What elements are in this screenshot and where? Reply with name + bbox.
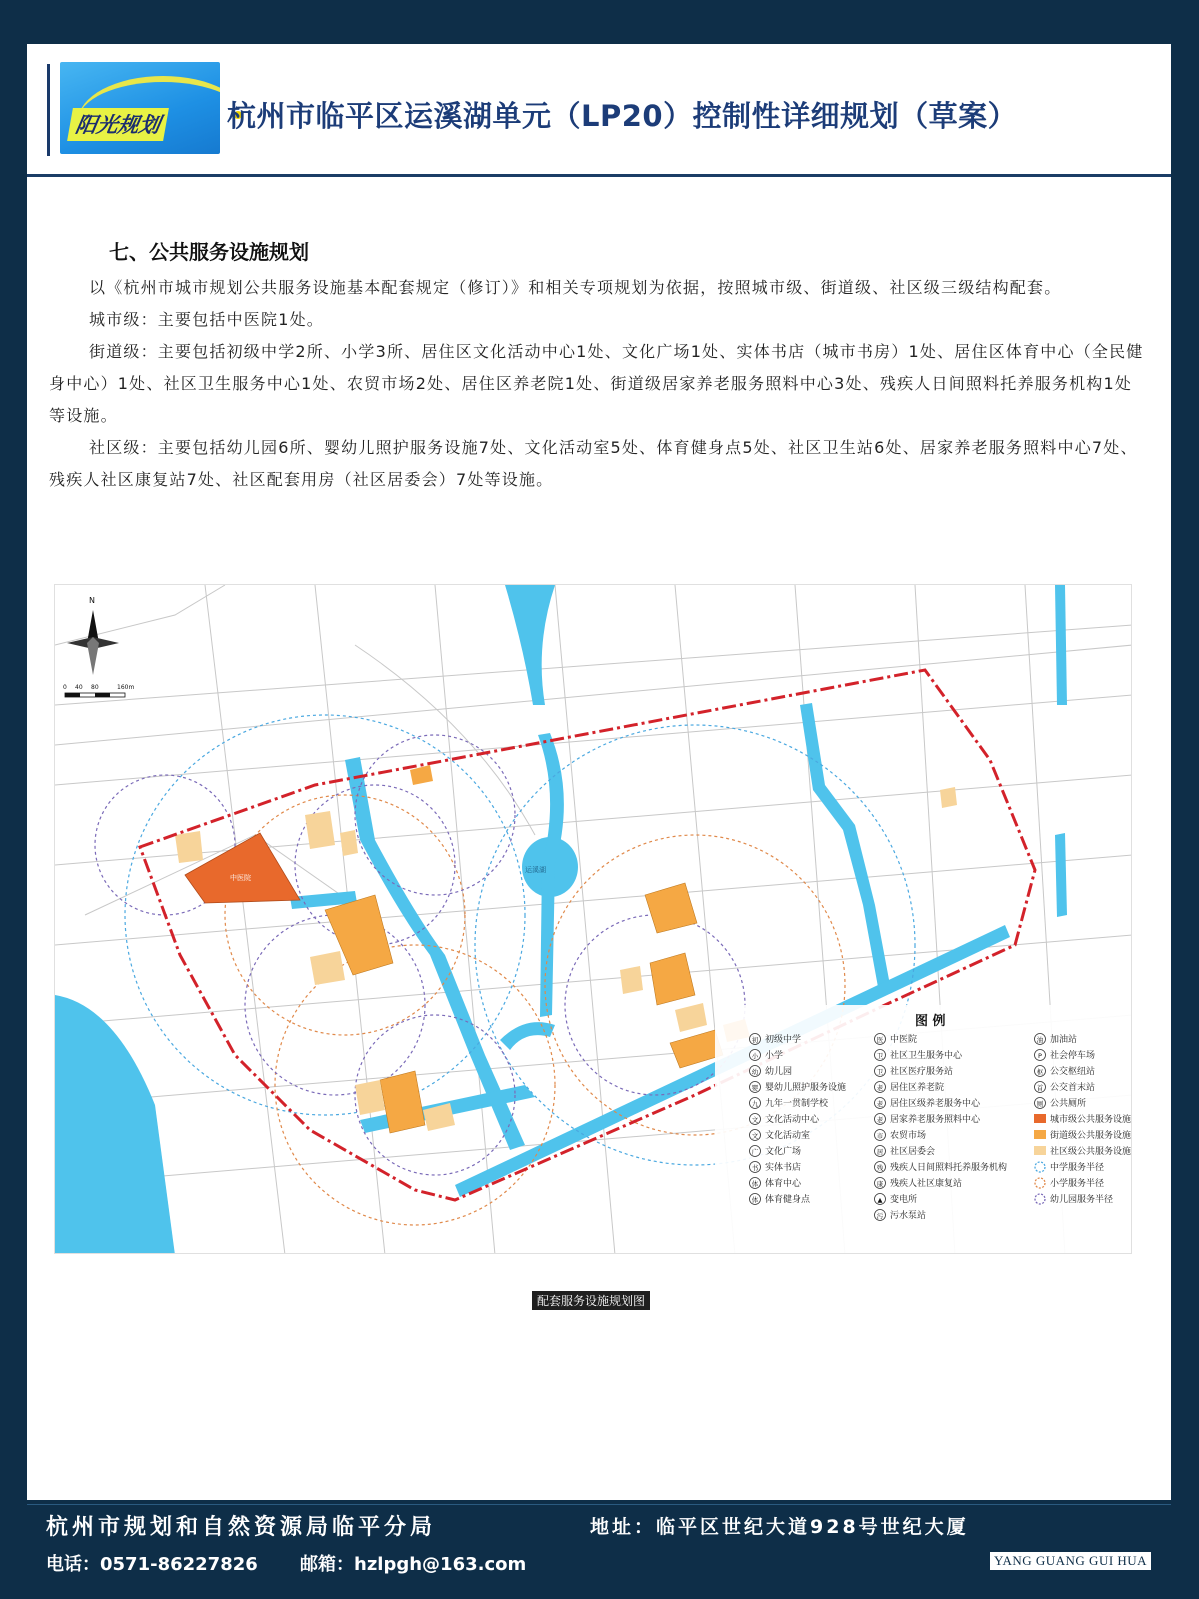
footer [0,1500,1199,1599]
street-level-parcel [645,883,697,933]
legend-symbol-glyph: 初 [751,1036,759,1044]
planning-map [54,584,1132,1254]
canal-east-inner [800,703,890,987]
legend-label: 九年一贯制学校 [765,1099,829,1109]
legend-symbol-glyph: 枢 [1036,1068,1044,1076]
legend-label: 残疾人社区康复站 [890,1179,963,1189]
footer-divider [27,1504,1171,1505]
legend-label: 文化广场 [765,1147,802,1157]
header-divider [27,174,1171,177]
map-caption: 配套服务设施规划图 [532,1291,650,1310]
legend-symbol-glyph: 污 [876,1212,884,1220]
legend-label: 农贸市场 [890,1131,927,1141]
footer-org: 杭州市规划和自然资源局临平分局 [46,1515,437,1540]
legend-symbol-glyph: ▲ [877,1196,883,1204]
legend-label: 实体书店 [765,1163,802,1173]
legend-item [875,1145,936,1157]
scale-label: 80 [91,684,99,691]
paragraph: 街道级：主要包括初级中学2所、小学3所、居住区文化活动中心1处、文化广场1处、实体书店（城市书房）1处、居住区体育中心（全民健身中心）1处、社区卫生服务中心1处、农贸市场2处、居住区养老院1处、街道级居家养老服务照料中心3处、残疾人日间照料托养服务机构1处等设施。 [49,342,1144,425]
community-level-parcel [305,811,335,849]
community-level-parcel [310,951,345,985]
north-label: N [89,596,95,605]
legend-symbol-glyph: 老 [876,1084,884,1092]
section-title: 七、公共服务设施规划 [109,240,309,264]
legend-label: 社区卫生服务中心 [890,1051,963,1061]
legend-symbol-glyph: 卫 [876,1052,884,1060]
legend-label: 加油站 [1050,1035,1078,1045]
legend-label: 文化活动中心 [765,1115,820,1125]
legend-label: 体育中心 [765,1179,802,1189]
page-sheet [27,44,1171,1500]
legend-symbol-glyph: 文 [751,1132,759,1140]
header [27,44,1171,174]
logo [60,62,220,154]
paragraph: 以《杭州市城市规划公共服务设施基本配套规定（修订）》和相关专项规划为依据，按照城市级、街道级、社区级三级结构配套。 [89,278,1062,297]
legend-symbol-glyph: 体 [751,1196,759,1204]
road [55,645,1132,745]
scale-label: 0 [63,684,67,691]
legend-label: 幼儿园 [765,1067,793,1077]
legend-item [750,1065,793,1077]
legend-item [750,1129,811,1141]
hospital-label: 中医院 [230,874,251,882]
legend-item [1035,1033,1078,1045]
legend-symbol-glyph: 康 [876,1180,884,1188]
legend-label: 公交枢纽站 [1050,1067,1096,1077]
river-west [55,995,175,1254]
legend-label: 污水泵站 [890,1211,927,1221]
legend-label: 中学服务半径 [1050,1163,1105,1173]
canal-east [1055,585,1067,705]
legend-label: 小学 [765,1051,784,1061]
community-level-parcel [620,966,643,994]
road [355,645,535,835]
road [55,585,225,645]
legend-item [875,1209,927,1221]
paragraph: 城市级：主要包括中医院1处。 [89,310,324,329]
legend-symbol-glyph: 油 [1036,1036,1044,1044]
footer-email: 邮箱：hzlpgh@163.com [300,1554,527,1575]
legend-label: 城市级公共服务设施 [1050,1115,1132,1125]
legend-symbol-glyph: 市 [876,1132,884,1140]
legend-label: 社会停车场 [1050,1051,1096,1061]
community-level-parcel [340,830,358,856]
legend-label: 居家养老服务照料中心 [890,1115,981,1125]
legend-symbol-glyph: 幼 [751,1068,759,1076]
community-level-parcel [940,787,957,808]
legend-item [1035,1081,1096,1093]
legend-item [875,1097,982,1109]
road [55,625,1132,705]
legend-symbol-glyph: 小 [751,1052,759,1060]
legend-item [875,1113,982,1125]
canal-north [505,585,555,705]
legend-item [875,1161,1008,1173]
legend-symbol-glyph: 厕 [1036,1100,1044,1108]
legend-label: 社区级公共服务设施 [1050,1147,1132,1157]
legend-label: 社区居委会 [890,1147,936,1157]
legend-item [750,1161,802,1173]
legend-label: 幼儿园服务半径 [1050,1195,1114,1205]
scale-label: 160m [117,684,135,691]
footer-brand: YANG GUANG GUI HUA [990,1552,1151,1570]
legend-item [750,1033,802,1045]
road [205,585,285,1254]
footer-tel: 电话：0571-86227826 [46,1554,258,1575]
compass-south [87,637,99,675]
scale-bar [63,684,134,697]
legend-item [875,1193,918,1205]
legend-label: 文化活动室 [765,1131,811,1141]
legend-symbol-glyph: 居 [876,1148,884,1156]
legend-item [875,1129,927,1141]
legend-symbol-glyph: 老 [876,1100,884,1108]
legend-label: 中医院 [890,1035,918,1045]
road [435,585,495,1254]
legend-label: 公共厕所 [1050,1099,1087,1109]
legend-item [750,1193,812,1205]
legend-label: 街道级公共服务设施 [1050,1131,1132,1141]
city-level-parcel [185,833,300,903]
legend-symbol-glyph: P [1038,1052,1042,1060]
legend-label: 居住区级养老服务中心 [890,1099,981,1109]
legend-label: 初级中学 [765,1035,802,1045]
legend-symbol-glyph: 老 [876,1116,884,1124]
legend-item [750,1049,784,1061]
scale-label: 40 [75,684,83,691]
legend-symbol-glyph: 文 [751,1116,759,1124]
legend-symbol-glyph: 九 [751,1100,759,1108]
legend-label: 变电所 [890,1195,918,1205]
community-level-parcel [175,831,203,863]
legend-symbol-glyph: 体 [751,1180,759,1188]
legend-symbol-glyph: 卫 [876,1068,884,1076]
community-level-parcel [675,1003,707,1032]
legend-item [1035,1049,1096,1061]
legend-label: 体育健身点 [765,1195,811,1205]
scale-bar-segment [65,693,80,697]
legend-label: 居住区养老院 [890,1083,945,1093]
legend-symbol-glyph: 书 [751,1164,759,1172]
legend-symbol-glyph: 残 [876,1164,884,1172]
legend-item [1035,1065,1096,1077]
legend-symbol-glyph: 广 [751,1148,759,1156]
pond-east [1055,833,1067,917]
legend-title: 图 例 [915,1014,946,1029]
compass [67,596,119,675]
street-level-parcel [650,953,695,1005]
legend-label: 残疾人日间照料托养服务机构 [890,1163,1008,1173]
road [55,695,1132,785]
legend-item [875,1033,918,1045]
legend-label: 婴幼儿照护服务设施 [765,1083,847,1093]
header-accent-bar [47,64,50,156]
legend-label: 公交首末站 [1050,1083,1096,1093]
logo-text: 阳光规划 [67,108,169,141]
legend-symbol-glyph: 婴 [751,1084,759,1092]
legend-symbol-glyph: 首 [1036,1084,1044,1092]
swatch-street-icon [1034,1130,1046,1139]
paragraph: 社区级：主要包括幼儿园6所、婴幼儿照护服务设施7处、文化活动室5处、体育健身点5处、社区卫生站6处、居家养老服务照料中心7处、残疾人社区康复站7处、社区配套用房（社区居委会）7处等设施。 [49,438,1138,489]
body-text [49,272,1149,496]
lake-label: 运溪湖 [525,866,546,874]
footer-address: 地址：临平区世纪大道928号世纪大厦 [590,1516,969,1538]
swatch-city-icon [1034,1114,1046,1123]
legend-label: 社区医疗服务站 [890,1067,954,1077]
swatch-community-icon [1034,1146,1046,1155]
legend-item [750,1177,803,1189]
map-svg [55,585,1132,1254]
legend-item [750,1145,802,1157]
community-level-parcel [355,1080,385,1115]
legend-item [1035,1097,1087,1109]
scale-bar-segment [95,693,110,697]
page-title: 杭州市临平区运溪湖单元（LP20）控制性详细规划（草案） [227,99,1018,133]
legend-label: 小学服务半径 [1050,1179,1105,1189]
legend-symbol-glyph: 医 [876,1036,884,1044]
